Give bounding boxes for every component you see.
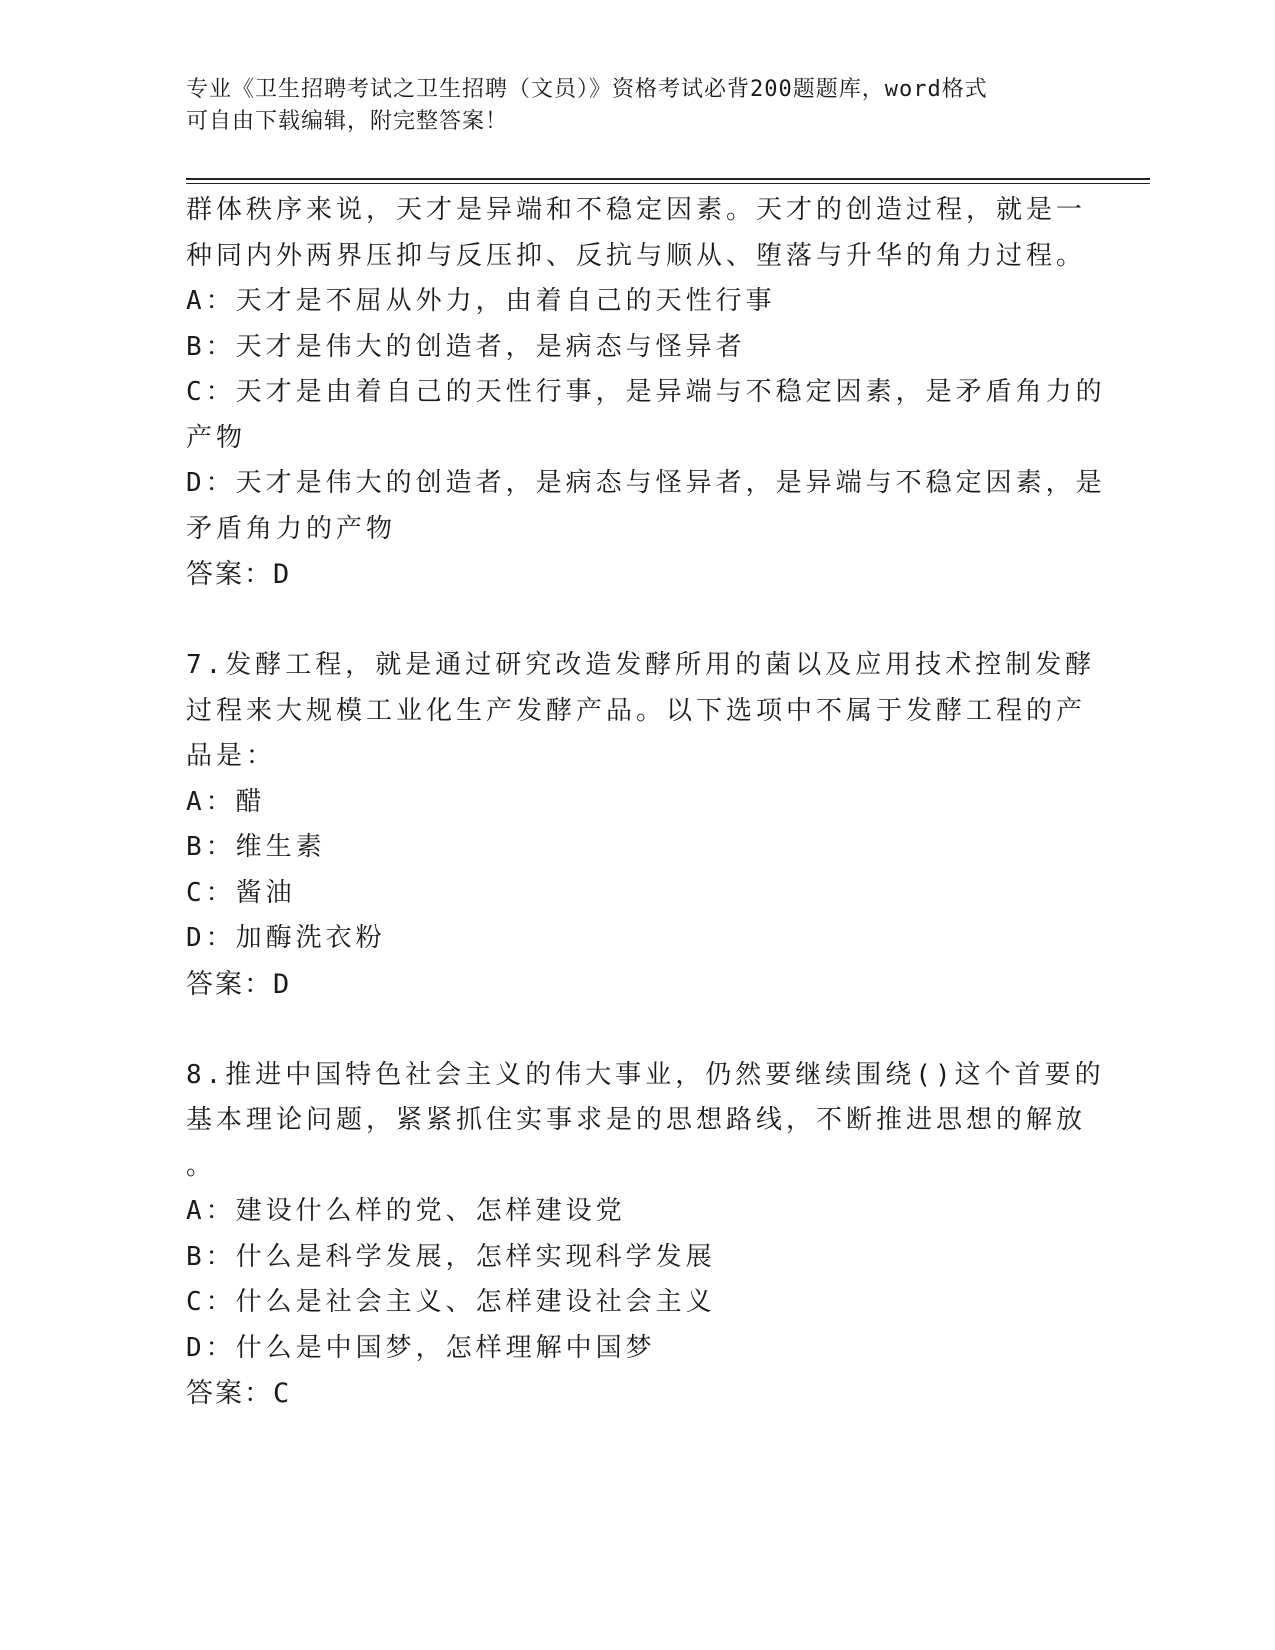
option-c: C：天才是由着自己的天性行事，是异端与不稳定因素，是矛盾角力的 [186,377,1106,407]
question-content [186,188,1106,1417]
answer: 答案：D [186,559,292,590]
option-d: D：什么是中国梦，怎样理解中国梦 [186,1332,656,1363]
question-stem-line: 品是： [186,741,277,771]
question-stem-line: 7.发酵工程，就是通过研究改造发酵所用的菌以及应用技术控制发酵 [186,650,1096,680]
option-a: A：建设什么样的党、怎样建设党 [186,1196,626,1226]
page-header [186,74,1066,138]
header-line-2: 可自由下载编辑，附完整答案！ [186,109,509,134]
option-a: A：醋 [186,786,266,817]
question-stem-line: 种同内外两界压抑与反压抑、反抗与顺从、堕落与升华的角力过程。 [186,240,1087,271]
question-stem-line: 。 [186,1150,217,1181]
option-c: C：什么是社会主义、怎样建设社会主义 [186,1287,716,1317]
question-stem-line: 8.推进中国特色社会主义的伟大事业，仍然要继续围绕()这个首要的 [186,1059,1105,1090]
option-c: C：酱油 [186,877,296,908]
option-d-continued: 矛盾角力的产物 [186,513,397,544]
option-c-continued: 产物 [186,422,247,453]
question-stem-line: 基本理论问题，紧紧抓住实事求是的思想路线，不断推进思想的解放 [186,1105,1087,1135]
answer: 答案：C [186,1378,292,1409]
option-d: D：天才是伟大的创造者，是病态与怪异者，是异端与不稳定因素，是 [186,468,1106,498]
option-b: B：什么是科学发展，怎样实现科学发展 [186,1241,716,1272]
question-stem-line: 群体秩序来说，天才是异端和不稳定因素。天才的创造过程，就是一 [186,195,1087,225]
answer: 答案：D [186,968,292,1000]
option-b: B：维生素 [186,832,326,862]
header-divider-thin [186,183,1150,184]
question-6 [186,188,1106,598]
header-divider-thick [186,178,1150,180]
header-line-1: 专业《卫生招聘考试之卫生招聘（文员）》资格考试必背200题题库，word格式 [186,77,988,102]
option-a: A：天才是不屈从外力，由着自己的天性行事 [186,286,776,316]
question-8 [186,1053,1105,1417]
option-d: D：加酶洗衣粉 [186,923,386,953]
option-b: B：天才是伟大的创造者，是病态与怪异者 [186,331,746,362]
question-stem-line: 过程来大规模工业化生产发酵产品。以下选项中不属于发酵工程的产 [186,695,1087,726]
question-7 [186,643,1096,1007]
